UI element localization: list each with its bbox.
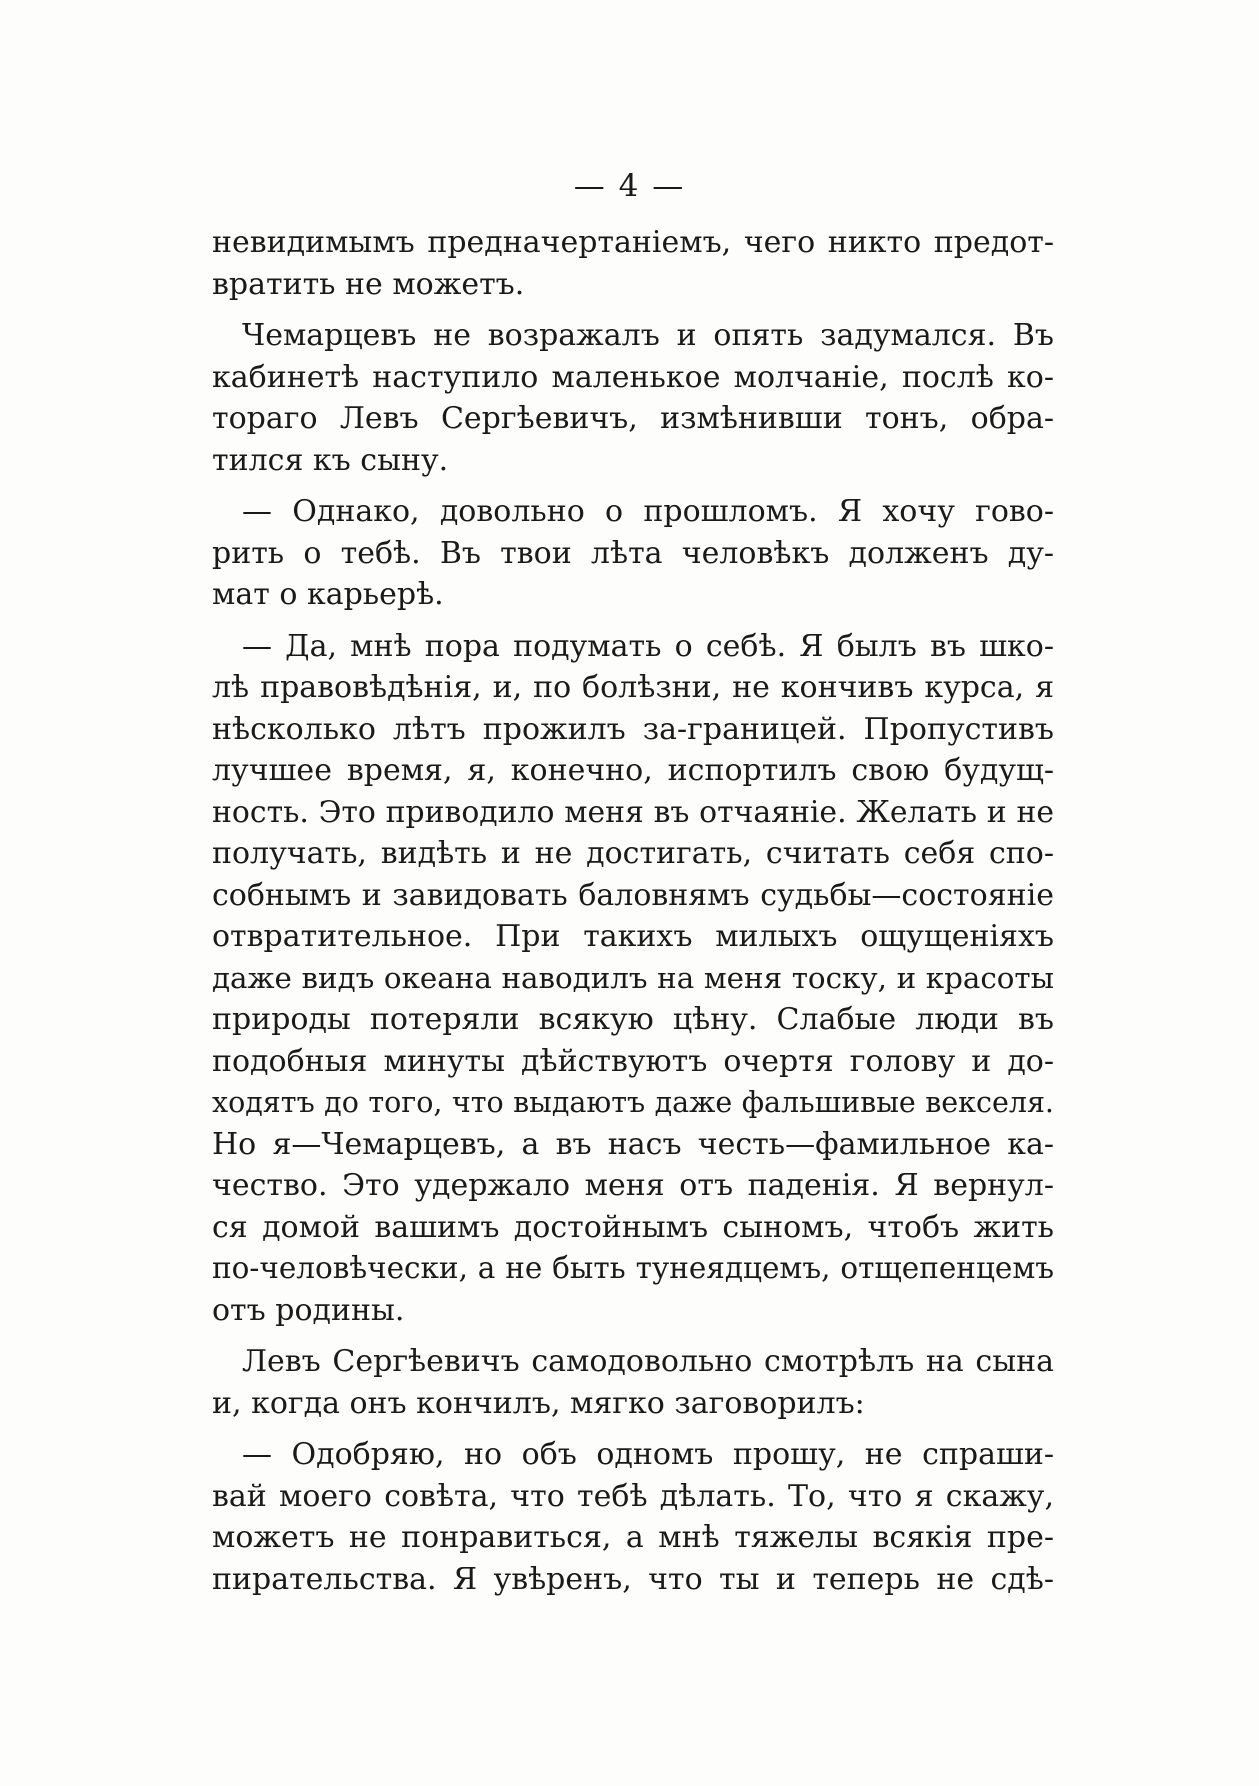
page-number: — 4 — [573,168,686,204]
text-line: природы потеряли всякую цѣну. Слабые люди въ [212,1002,1054,1037]
text-line: даже видъ океана наводилъ на меня тоску, и красоты [212,960,1054,995]
text-line: невидимымъ предначертаніемъ, чего никто предот- [212,225,1054,260]
text-line: кабинетѣ наступило маленькое молчаніе, послѣ ко- [212,359,1054,395]
text-line: вай моего совѣта, что тебѣ дѣлать. То, что я скажу, [212,1478,1054,1514]
text-line: можетъ не понравиться, а мнѣ тяжелы всякія пре- [212,1520,1054,1555]
text-line: тился къ сыну. [212,442,449,478]
text-line: лучшее время, я, конечно, испортилъ свою будущ- [212,753,1054,788]
text-line: — Одобряю, но объ одномъ прошу, не спраши- [242,1437,1054,1472]
text-line: подобныя минуты дѣйствуютъ очертя голову и до- [212,1043,1054,1079]
text-line: чество. Это удержало меня отъ паденія. Я вернул- [212,1168,1054,1203]
text-line: вратить не можетъ. [212,266,525,302]
text-line: ся домой вашимъ достойнымъ сыномъ, чтобъ жить [212,1209,1054,1245]
text-line: ходятъ до того, что выдаютъ даже фальшивые векселя. [212,1086,1054,1119]
text-line: рить о тебѣ. Въ твои лѣта человѣкъ долженъ ду- [212,535,1054,571]
text-line: получать, видѣть и не достигать, считать себя спо- [212,836,1054,871]
text-line: лѣ правовѣдѣнія, и, по болѣзни, не кончивъ курса, я [212,670,1054,705]
text-line: собнымъ и завидовать баловнямъ судьбы—состояніе [212,877,1054,913]
text-line: — Да, мнѣ пора подумать о себѣ. Я былъ въ шко- [242,628,1054,664]
text-line: пирательства. Я увѣренъ, что ты и теперь не сдѣ- [212,1561,1054,1597]
text-line: — Однако, довольно о прошломъ. Я хочу гово- [242,494,1054,529]
body-text [212,222,1054,1600]
text-line: ность. Это приводило меня въ отчаяніе. Желать и не [212,794,1054,830]
text-line: по-человѣчески, а не быть тунеядцемъ, отщепенцемъ [212,1251,1054,1285]
text-line: Чемарцевъ не возражалъ и опять задумался. Въ [242,318,1054,353]
text-line: и, когда онъ кончилъ, мягко заговорилъ: [212,1385,865,1421]
text-line: отвратительное. При такихъ милыхъ ощущеніяхъ [212,919,1054,954]
text-line: мат о карьерѣ. [212,577,444,612]
text-line: Левъ Сергѣевичъ самодовольно смотрѣлъ на сына [242,1344,1054,1379]
text-line: Но я—Чемарцевъ, а въ насъ честь—фамильное ка- [212,1126,1054,1162]
text-line: отъ родины. [212,1292,405,1328]
text-line: нѣсколько лѣтъ прожилъ за-границей. Пропустивъ [212,711,1054,747]
text-line: тораго Левъ Сергѣевичъ, измѣнивши тонъ, обра- [212,401,1054,436]
